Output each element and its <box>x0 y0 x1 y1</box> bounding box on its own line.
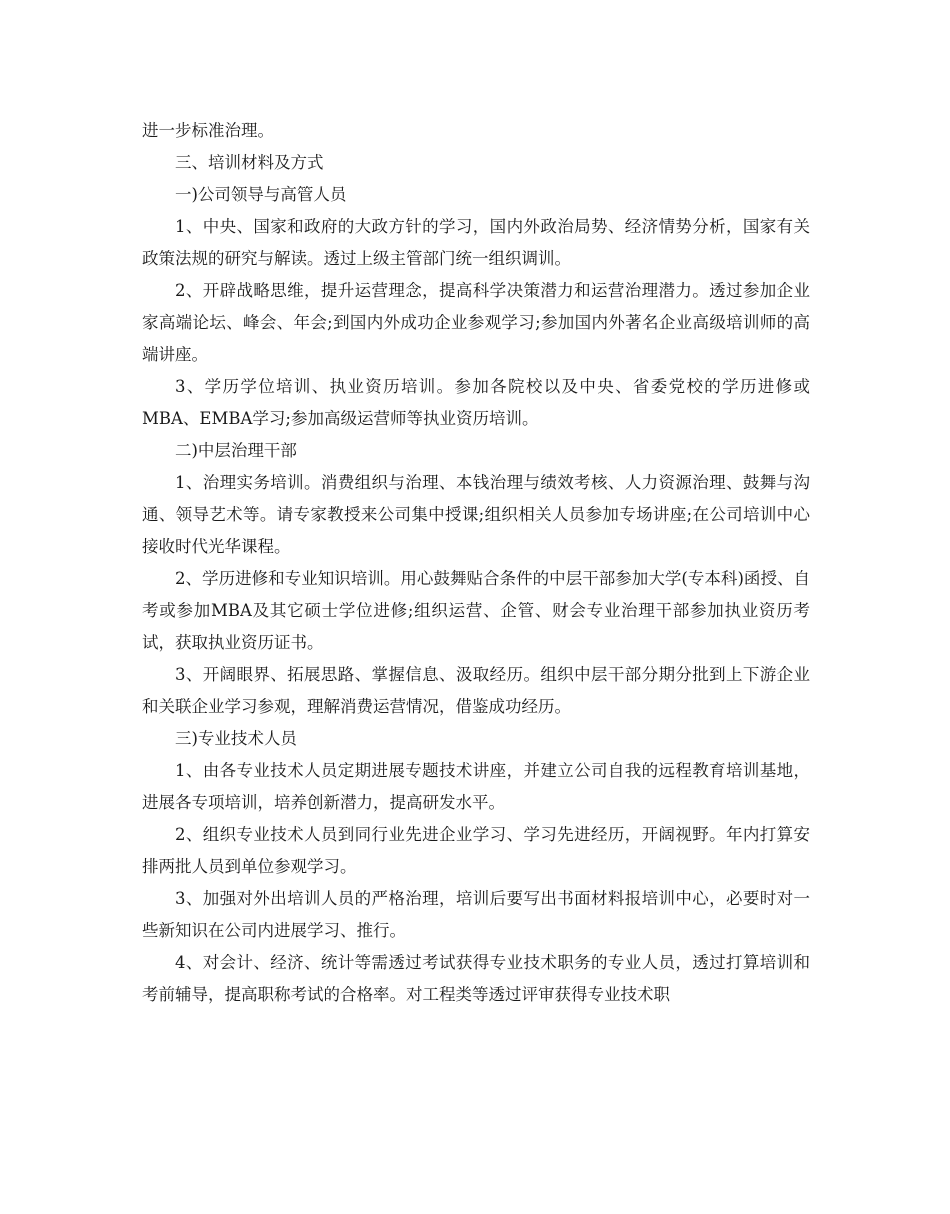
paragraph-item: 2、组织专业技术人员到同行业先进企业学习、学习先进经历，开阔视野。年内打算安排两批人员到单位参观学习。 <box>142 825 810 876</box>
subheading-middle-managers: 二)中层治理干部 <box>175 441 297 460</box>
paragraph-item: 1、由各专业技术人员定期进展专题技术讲座，并建立公司自我的远程教育培训基地，进展各专项培训，培养创新潜力，提高研发水平。 <box>142 761 810 812</box>
subheading-leaders-executives: 一)公司领导与高管人员 <box>175 185 347 204</box>
section-heading-training-materials: 三、培训材料及方式 <box>175 153 324 172</box>
paragraph-item: 2、开辟战略思维，提升运营理念，提高科学决策潜力和运营治理潜力。透过参加企业家高端论坛、峰会、年会;到国内外成功企业参观学习;参加国内外著名企业高级培训师的高端讲座。 <box>142 281 810 364</box>
document-body <box>142 115 810 1011</box>
paragraph-item: 1、中央、国家和政府的大政方针的学习，国内外政治局势、经济情势分析，国家有关政策法规的研究与解读。透过上级主管部门统一组织调训。 <box>142 217 810 268</box>
paragraph-item: 3、开阔眼界、拓展思路、掌握信息、汲取经历。组织中层干部分期分批到上下游企业和关联企业学习参观，理解消费运营情况，借鉴成功经历。 <box>142 665 810 716</box>
paragraph-item: 3、加强对外出培训人员的严格治理，培训后要写出书面材料报培训中心，必要时对一些新知识在公司内进展学习、推行。 <box>142 889 810 940</box>
subheading-technical-staff: 三)专业技术人员 <box>175 729 297 748</box>
paragraph-item: 2、学历进修和专业知识培训。用心鼓舞贴合条件的中层干部参加大学(专本科)函授、自考或参加MBA及其它硕士学位进修;组织运营、企管、财会专业治理干部参加执业资历考试，获取执业资历证书。 <box>142 569 810 652</box>
paragraph-continuation: 进一步标准治理。 <box>142 121 274 140</box>
paragraph-item: 1、治理实务培训。消费组织与治理、本钱治理与绩效考核、人力资源治理、鼓舞与沟通、领导艺术等。请专家教授来公司集中授课;组织相关人员参加专场讲座;在公司培训中心接收时代光华课程。 <box>142 473 810 556</box>
paragraph-item: 4、对会计、经济、统计等需透过考试获得专业技术职务的专业人员，透过打算培训和考前辅导，提高职称考试的合格率。对工程类等透过评审获得专业技术职 <box>142 953 810 1004</box>
paragraph-item: 3、学历学位培训、执业资历培训。参加各院校以及中央、省委党校的学历进修或MBA、EMBA学习;参加高级运营师等执业资历培训。 <box>142 377 810 428</box>
